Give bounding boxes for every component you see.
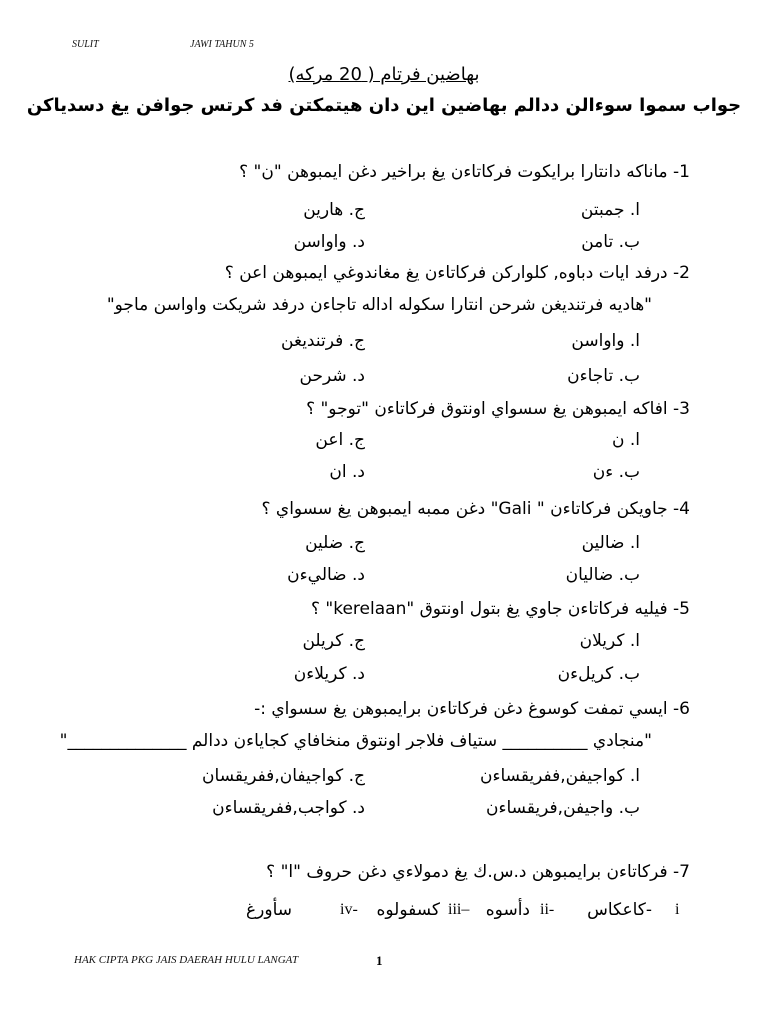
question-7-item-3-word: كسفولوه xyxy=(376,900,440,920)
question-3-option-c: ج. اعن xyxy=(315,430,365,450)
question-4-option-c: ج. ضلين xyxy=(305,533,365,553)
question-7-item-2-word: دأسوه xyxy=(485,900,530,920)
question-1-option-b: ب. تامن xyxy=(581,232,640,252)
question-3-option-a: ا. ن xyxy=(611,430,640,450)
question-7-item-1-word: -كاعكاس xyxy=(587,900,652,920)
question-2-option-a: ا. واواسن xyxy=(571,331,640,351)
question-5-option-c: ج. كريلن xyxy=(302,631,365,651)
question-4-option-d: د. ضاليءن xyxy=(287,565,365,585)
question-2-option-d: د. شرحن xyxy=(299,366,365,386)
question-1-option-c: ج. هارين xyxy=(303,200,365,220)
question-6-option-d: د. كواجب,ففريقساءن xyxy=(212,798,365,818)
question-1-option-a: ا. جمبتن xyxy=(580,200,640,220)
question-5-option-b: ب. كريلءن xyxy=(557,664,640,684)
question-3-text: 3- افاكه ايمبوهن يغ سسواي اونتوق فركاتاءن "توجو" ؟ xyxy=(306,399,690,419)
subject-label: JAWI TAHUN 5 xyxy=(190,39,254,50)
question-4-option-b: ب. ضاليان xyxy=(565,565,640,585)
question-6-text: 6- ايسي تمفت كوسوغ دغن فركاتاءن برايمبوهن يغ سسواي :- xyxy=(254,699,690,719)
question-6-option-c: ج. كواجيفان,ففريقسان xyxy=(202,766,365,786)
question-7-item-2-label: ii- xyxy=(540,901,555,918)
question-4-option-a: ا. ضالين xyxy=(581,533,640,553)
question-6-option-a: ا. كواجيفن,ففريقساءن xyxy=(480,766,640,786)
question-5-option-d: د. كريلاءن xyxy=(293,664,365,684)
question-4-text: 4- جاويكن فركاتاءن " Gali" دغن ممبه ايمبوهن يغ سسواي ؟ xyxy=(261,499,690,519)
section-title-text: بهاضين فرتام ( 20 مركه) xyxy=(288,64,480,85)
section-title xyxy=(0,62,768,88)
question-3-option-d: د. ان xyxy=(329,462,365,482)
question-2-passage: "هاديه فرتنديغن شرحن انتارا سكوله اداله تاجاءن درفد شريكت واواسن ماجو" xyxy=(106,295,652,315)
page-number: 1 xyxy=(376,953,383,968)
question-7-text: 7- فركاتاءن برايمبوهن د.س.ك يغ دمولاءي دغن حروف "ا" ؟ xyxy=(266,862,690,882)
question-5-option-a: ا. كريلان xyxy=(579,631,640,651)
question-7-item-4-label: iv- xyxy=(340,901,358,918)
question-6-passage: "منجادي __________ ستياف فلاجر اونتوق منخافاي كجاياءن ددالم ______________" xyxy=(59,731,652,751)
question-1-option-d: د. واواسن xyxy=(293,232,365,252)
question-3-option-b: ب. ءن xyxy=(592,462,640,482)
question-2-text: 2- درفد ايات دباوه, كلواركن فركاتاءن يغ مغاندوغي ايمبوهن اعن ؟ xyxy=(224,263,690,283)
question-1-text: 1- ماناكه دانتارا برايكوت فركاتاءن يغ براخير دغن ايمبوهن "ن" ؟ xyxy=(239,162,690,182)
copyright-footer: HAK CIPTA PKG JAIS DAERAH HULU LANGAT xyxy=(74,954,299,966)
question-6-option-b: ب. واجيفن,فريقساءن xyxy=(486,798,640,818)
classification-label: SULIT xyxy=(72,39,99,50)
question-7-item-4-word: سأورغ xyxy=(246,900,292,920)
question-2-option-c: ج. فرتنديغن xyxy=(281,331,365,351)
instruction-text: جواب سموا سوءالن ددالم بهاضين اين دان هيتمكتن فد كرتس جوافن يغ دسدياكن xyxy=(26,95,742,116)
question-2-option-b: ب. تاجاءن xyxy=(567,366,640,386)
question-5-text: 5- فيليه فركاتاءن جاوي يغ بتول اونتوق "kerelaan" ؟ xyxy=(310,599,690,619)
question-7-item-3-label: iii– xyxy=(448,901,470,918)
question-7-item-1-label: i xyxy=(675,901,680,918)
